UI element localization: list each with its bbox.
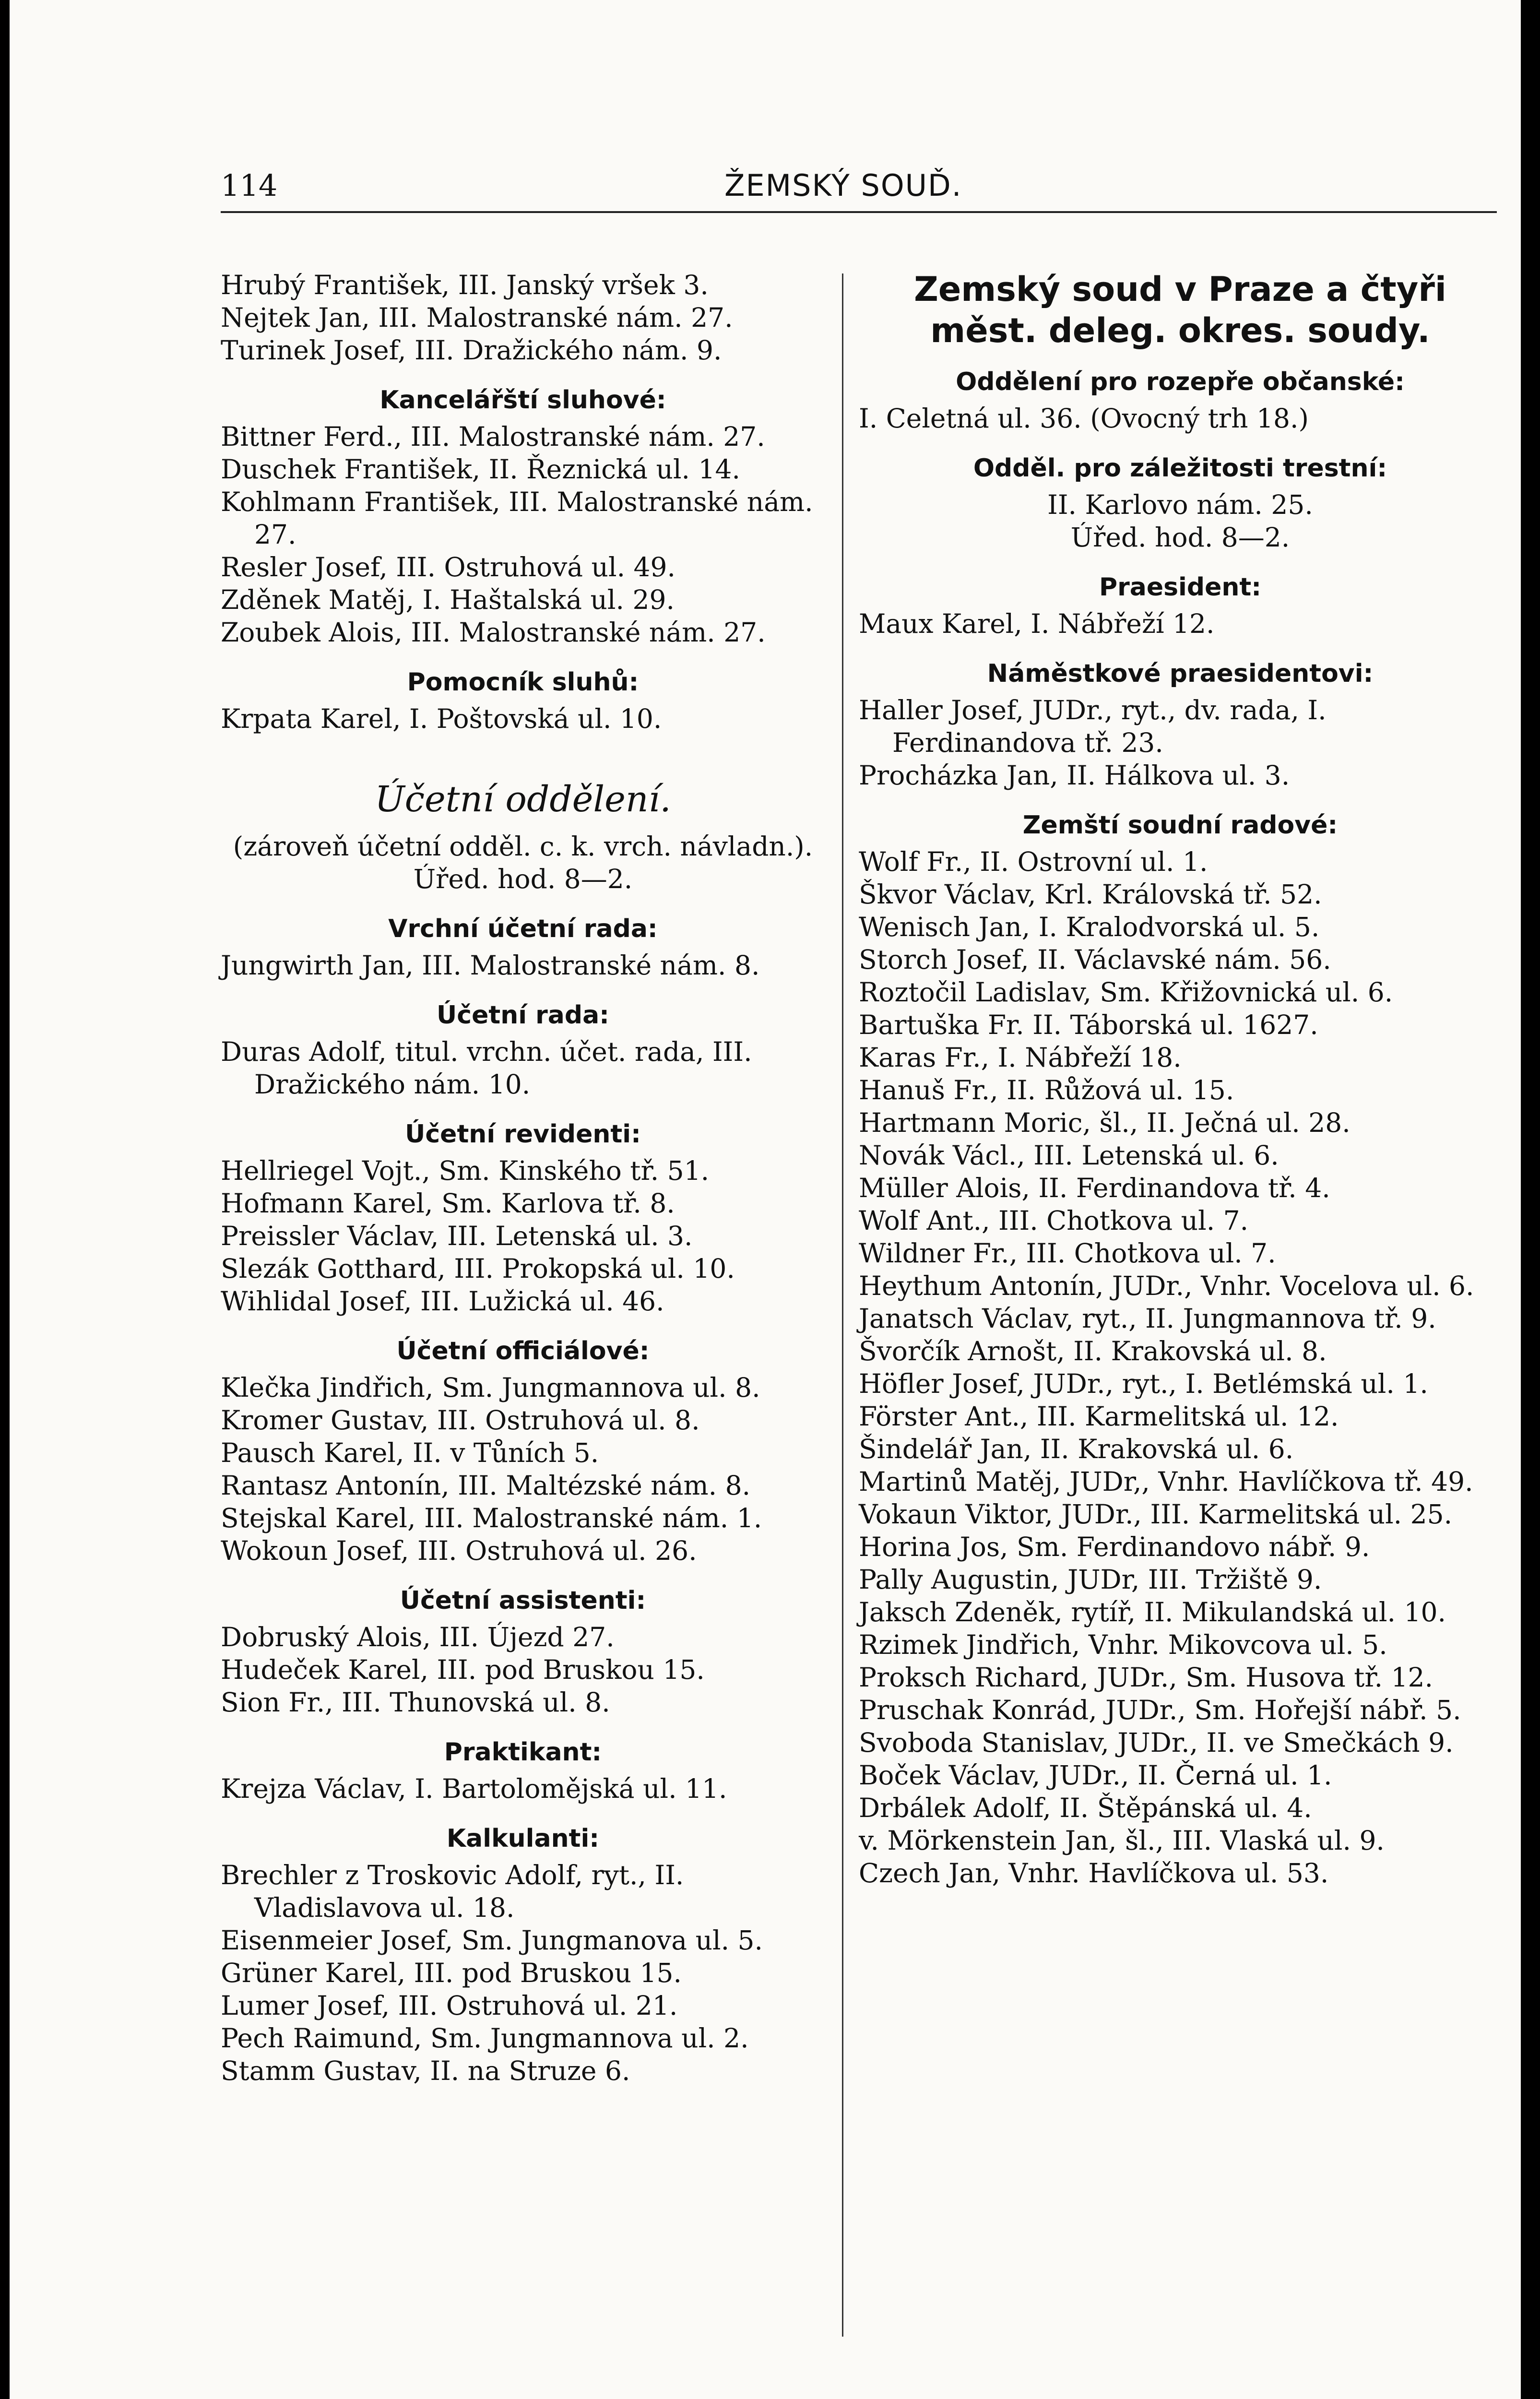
list-item: Duschek František, II. Řeznická ul. 14. xyxy=(221,454,740,485)
list-item: Turinek Josef, III. Dražického nám. 9. xyxy=(221,335,722,366)
left-column xyxy=(221,269,825,2087)
list-item: Kohlmann František, III. Malostranské nám. 27. xyxy=(221,487,813,550)
list-item: Pally Augustin, JUDr, III. Tržiště 9. xyxy=(859,1564,1322,1595)
list-item: v. Mörkenstein Jan, šl., III. Vlaská ul. 9. xyxy=(859,1825,1385,1856)
section-heading-kancelarsti: Kancelářští sluhové: xyxy=(379,386,666,415)
list-item: Vokaun Viktor, JUDr., III. Karmelitská ul. 25. xyxy=(859,1499,1453,1530)
header-rule xyxy=(221,211,1497,213)
list-item: Šindelář Jan, II. Krakovská ul. 6. xyxy=(859,1434,1294,1464)
list-item: Nejtek Jan, III. Malostranské nám. 27. xyxy=(221,302,733,333)
section-title-ucetni: Účetní oddělení. xyxy=(375,779,671,820)
section-heading-assistenti: Účetní assistenti: xyxy=(400,1586,646,1615)
list-item: Procházka Jan, II. Hálkova ul. 3. xyxy=(859,760,1290,791)
list-item: Grüner Karel, III. pod Bruskou 15. xyxy=(221,1958,682,1988)
list-item: Krejza Václav, I. Bartoloměјská ul. 11. xyxy=(221,1773,727,1804)
list-item: Hanuš Fr., II. Růžová ul. 15. xyxy=(859,1075,1234,1105)
list-item: Škvor Václav, Krl. Královská tř. 52. xyxy=(859,879,1322,910)
running-title: ŽEMSKÝ SOUĎ. xyxy=(724,168,962,203)
court-title: Zemský soud v Praze a čtyři měst. deleg. okres. soudy. xyxy=(914,270,1446,350)
list-item: Karas Fr., I. Nábřeží 18. xyxy=(859,1042,1182,1073)
list-item: Klečka Jindřich, Sm. Jungmannova ul. 8. xyxy=(221,1372,760,1403)
section-heading-kalkulanti: Kalkulanti: xyxy=(446,1824,600,1853)
list-item: Boček Václav, JUDr., II. Černá ul. 1. xyxy=(859,1760,1332,1791)
list-item: Höfler Josef, JUDr., ryt., I. Betlémská ul. 1. xyxy=(859,1368,1428,1399)
list-item: Duras Adolf, titul. vrchn. účet. rada, III. Dražického nám. 10. xyxy=(221,1036,752,1100)
list-item: Rzimek Jindřich, Vnhr. Mikovcova ul. 5. xyxy=(859,1629,1387,1660)
section-heading-namestkove: Náměstkové praesidentovi: xyxy=(987,659,1374,688)
right-column xyxy=(859,269,1502,1889)
section-heading-rada: Účetní rada: xyxy=(437,1001,609,1030)
section-heading-rozepre: Oddělení pro rozepře občanské: xyxy=(956,368,1405,396)
list-item: Svoboda Stanislav, JUDr., II. ve Smečkách 9. xyxy=(859,1727,1454,1758)
list-item: Hrubý František, III. Janský vršek 3. xyxy=(221,270,709,300)
list-item: Wildner Fr., III. Chotkova ul. 7. xyxy=(859,1238,1276,1269)
list-item: Proksch Richard, JUDr., Sm. Husova tř. 12. xyxy=(859,1662,1433,1693)
list-item: Krpata Karel, I. Poštovská ul. 10. xyxy=(221,703,662,734)
section-heading-officialove: Účetní officiálové: xyxy=(396,1337,650,1366)
list-item: Resler Josef, III. Ostruhová ul. 49. xyxy=(221,552,675,582)
list-item: Martinů Matěj, JUDr,, Vnhr. Havlíčkova tř. 49. xyxy=(859,1466,1473,1497)
list-item: Zděnek Matěj, I. Haštalská ul. 29. xyxy=(221,584,675,615)
page-header xyxy=(221,163,1497,216)
list-item: Slezák Gotthard, III. Prokopská ul. 10. xyxy=(221,1253,735,1284)
list-item: Sion Fr., III. Thunovská ul. 8. xyxy=(221,1687,610,1718)
list-item: Stejskal Karel, III. Malostranské nám. 1. xyxy=(221,1503,762,1533)
list-item: Horina Jos, Sm. Ferdinandovo nábř. 9. xyxy=(859,1532,1370,1562)
list-item: Švorčík Arnošt, II. Krakovská ul. 8. xyxy=(859,1336,1327,1366)
list-item: Hudeček Karel, III. pod Bruskou 15. xyxy=(221,1654,705,1685)
list-item: Haller Josef, JUDr., ryt., dv. rada, I. Ferdinandova tř. 23. xyxy=(859,695,1327,758)
list-item: Kromer Gustav, III. Ostruhová ul. 8. xyxy=(221,1405,700,1436)
list-item: Bittner Ferd., III. Malostranské nám. 27. xyxy=(221,421,765,452)
list-item: Zoubek Alois, III. Malostranské nám. 27. xyxy=(221,617,766,648)
list-item: Wokoun Josef, III. Ostruhová ul. 26. xyxy=(221,1535,697,1566)
list-item: Wihlidal Josef, III. Lužická ul. 46. xyxy=(221,1286,664,1317)
section-heading-vrchni: Vrchní účetní rada: xyxy=(388,914,658,943)
list-item: Preissler Václav, III. Letenská ul. 3. xyxy=(221,1221,693,1251)
list-item: Novák Václ., III. Letenská ul. 6. xyxy=(859,1140,1279,1171)
list-item: Hellriegel Vojt., Sm. Kinského tř. 51. xyxy=(221,1155,710,1186)
list-item: Jaksch Zdeněk, rytíř, II. Mikulandská ul. 10. xyxy=(859,1597,1446,1627)
list-item: Drbálek Adolf, II. Štěpánská ul. 4. xyxy=(859,1793,1312,1823)
list-item: Pruschak Konrád, JUDr., Sm. Hořejší nábř. 5. xyxy=(859,1695,1461,1725)
book-page xyxy=(10,0,1521,2399)
page-number: 114 xyxy=(221,168,278,203)
column-divider xyxy=(842,273,843,2337)
office-hours: Úřed. hod. 8—2. xyxy=(1070,522,1290,553)
section-heading-praktikant: Praktikant: xyxy=(444,1738,602,1767)
section-heading-radove: Zemští soudní radové: xyxy=(1022,811,1338,840)
address-line: I. Celetná ul. 36. (Ovocný trh 18.) xyxy=(859,403,1309,434)
list-item: Müller Alois, II. Ferdinandova tř. 4. xyxy=(859,1173,1330,1203)
list-item: Janatsch Václav, ryt., II. Jungmannova tř. 9. xyxy=(859,1303,1436,1334)
list-item: Wenisch Jan, I. Kralodvorská ul. 5. xyxy=(859,912,1320,942)
list-item: Jungwirth Jan, III. Malostranské nám. 8. xyxy=(221,950,760,981)
list-item: Hartmann Moric, šl., II. Ječná ul. 28. xyxy=(859,1107,1350,1138)
list-item: Eisenmeier Josef, Sm. Jungmanova ul. 5. xyxy=(221,1925,763,1956)
address-line: II. Karlovo nám. 25. xyxy=(1047,489,1313,520)
judges-list xyxy=(859,845,1502,1889)
list-item: Stamm Gustav, II. na Struze 6. xyxy=(221,2055,630,2086)
list-item: Bartuška Fr. II. Táborská ul. 1627. xyxy=(859,1009,1318,1040)
list-item: Maux Karel, I. Nábřeží 12. xyxy=(859,608,1215,639)
section-heading-revidenti: Účetní revidenti: xyxy=(405,1120,641,1149)
section-heading-pomocnik: Pomocník sluhů: xyxy=(407,668,639,697)
list-item: Brechler z Troskovic Adolf, ryt., II. Vladislavova ul. 18. xyxy=(221,1860,684,1923)
section-note: (zároveň účetní odděl. c. k. vrch. návladn.). xyxy=(233,831,813,862)
list-item: Pech Raimund, Sm. Jungmannova ul. 2. xyxy=(221,2023,749,2054)
list-item: Roztočil Ladislav, Sm. Křižovnická ul. 6. xyxy=(859,977,1393,1008)
list-item: Förster Ant., III. Karmelitská ul. 12. xyxy=(859,1401,1339,1432)
list-item: Rantasz Antonín, III. Maltézské nám. 8. xyxy=(221,1470,751,1501)
list-item: Heythum Antonín, JUDr., Vnhr. Vocelova ul. 6. xyxy=(859,1271,1474,1301)
section-heading-trestni: Odděl. pro záležitosti trestní: xyxy=(973,454,1387,483)
section-heading-praesident: Praesident: xyxy=(1099,573,1262,602)
list-item: Czech Jan, Vnhr. Havlíčkova ul. 53. xyxy=(859,1858,1329,1888)
list-item: Dobruský Alois, III. Újezd 27. xyxy=(221,1622,615,1652)
list-item: Lumer Josef, III. Ostruhová ul. 21. xyxy=(221,1990,678,2021)
list-item: Storch Josef, II. Václavské nám. 56. xyxy=(859,944,1331,975)
list-item: Wolf Fr., II. Ostrovní ul. 1. xyxy=(859,846,1208,877)
office-hours: Úřed. hod. 8—2. xyxy=(413,864,633,894)
list-item: Pausch Karel, II. v Tůních 5. xyxy=(221,1437,599,1468)
list-item: Hofmann Karel, Sm. Karlova tř. 8. xyxy=(221,1188,675,1219)
list-item: Wolf Ant., III. Chotkova ul. 7. xyxy=(859,1205,1249,1236)
